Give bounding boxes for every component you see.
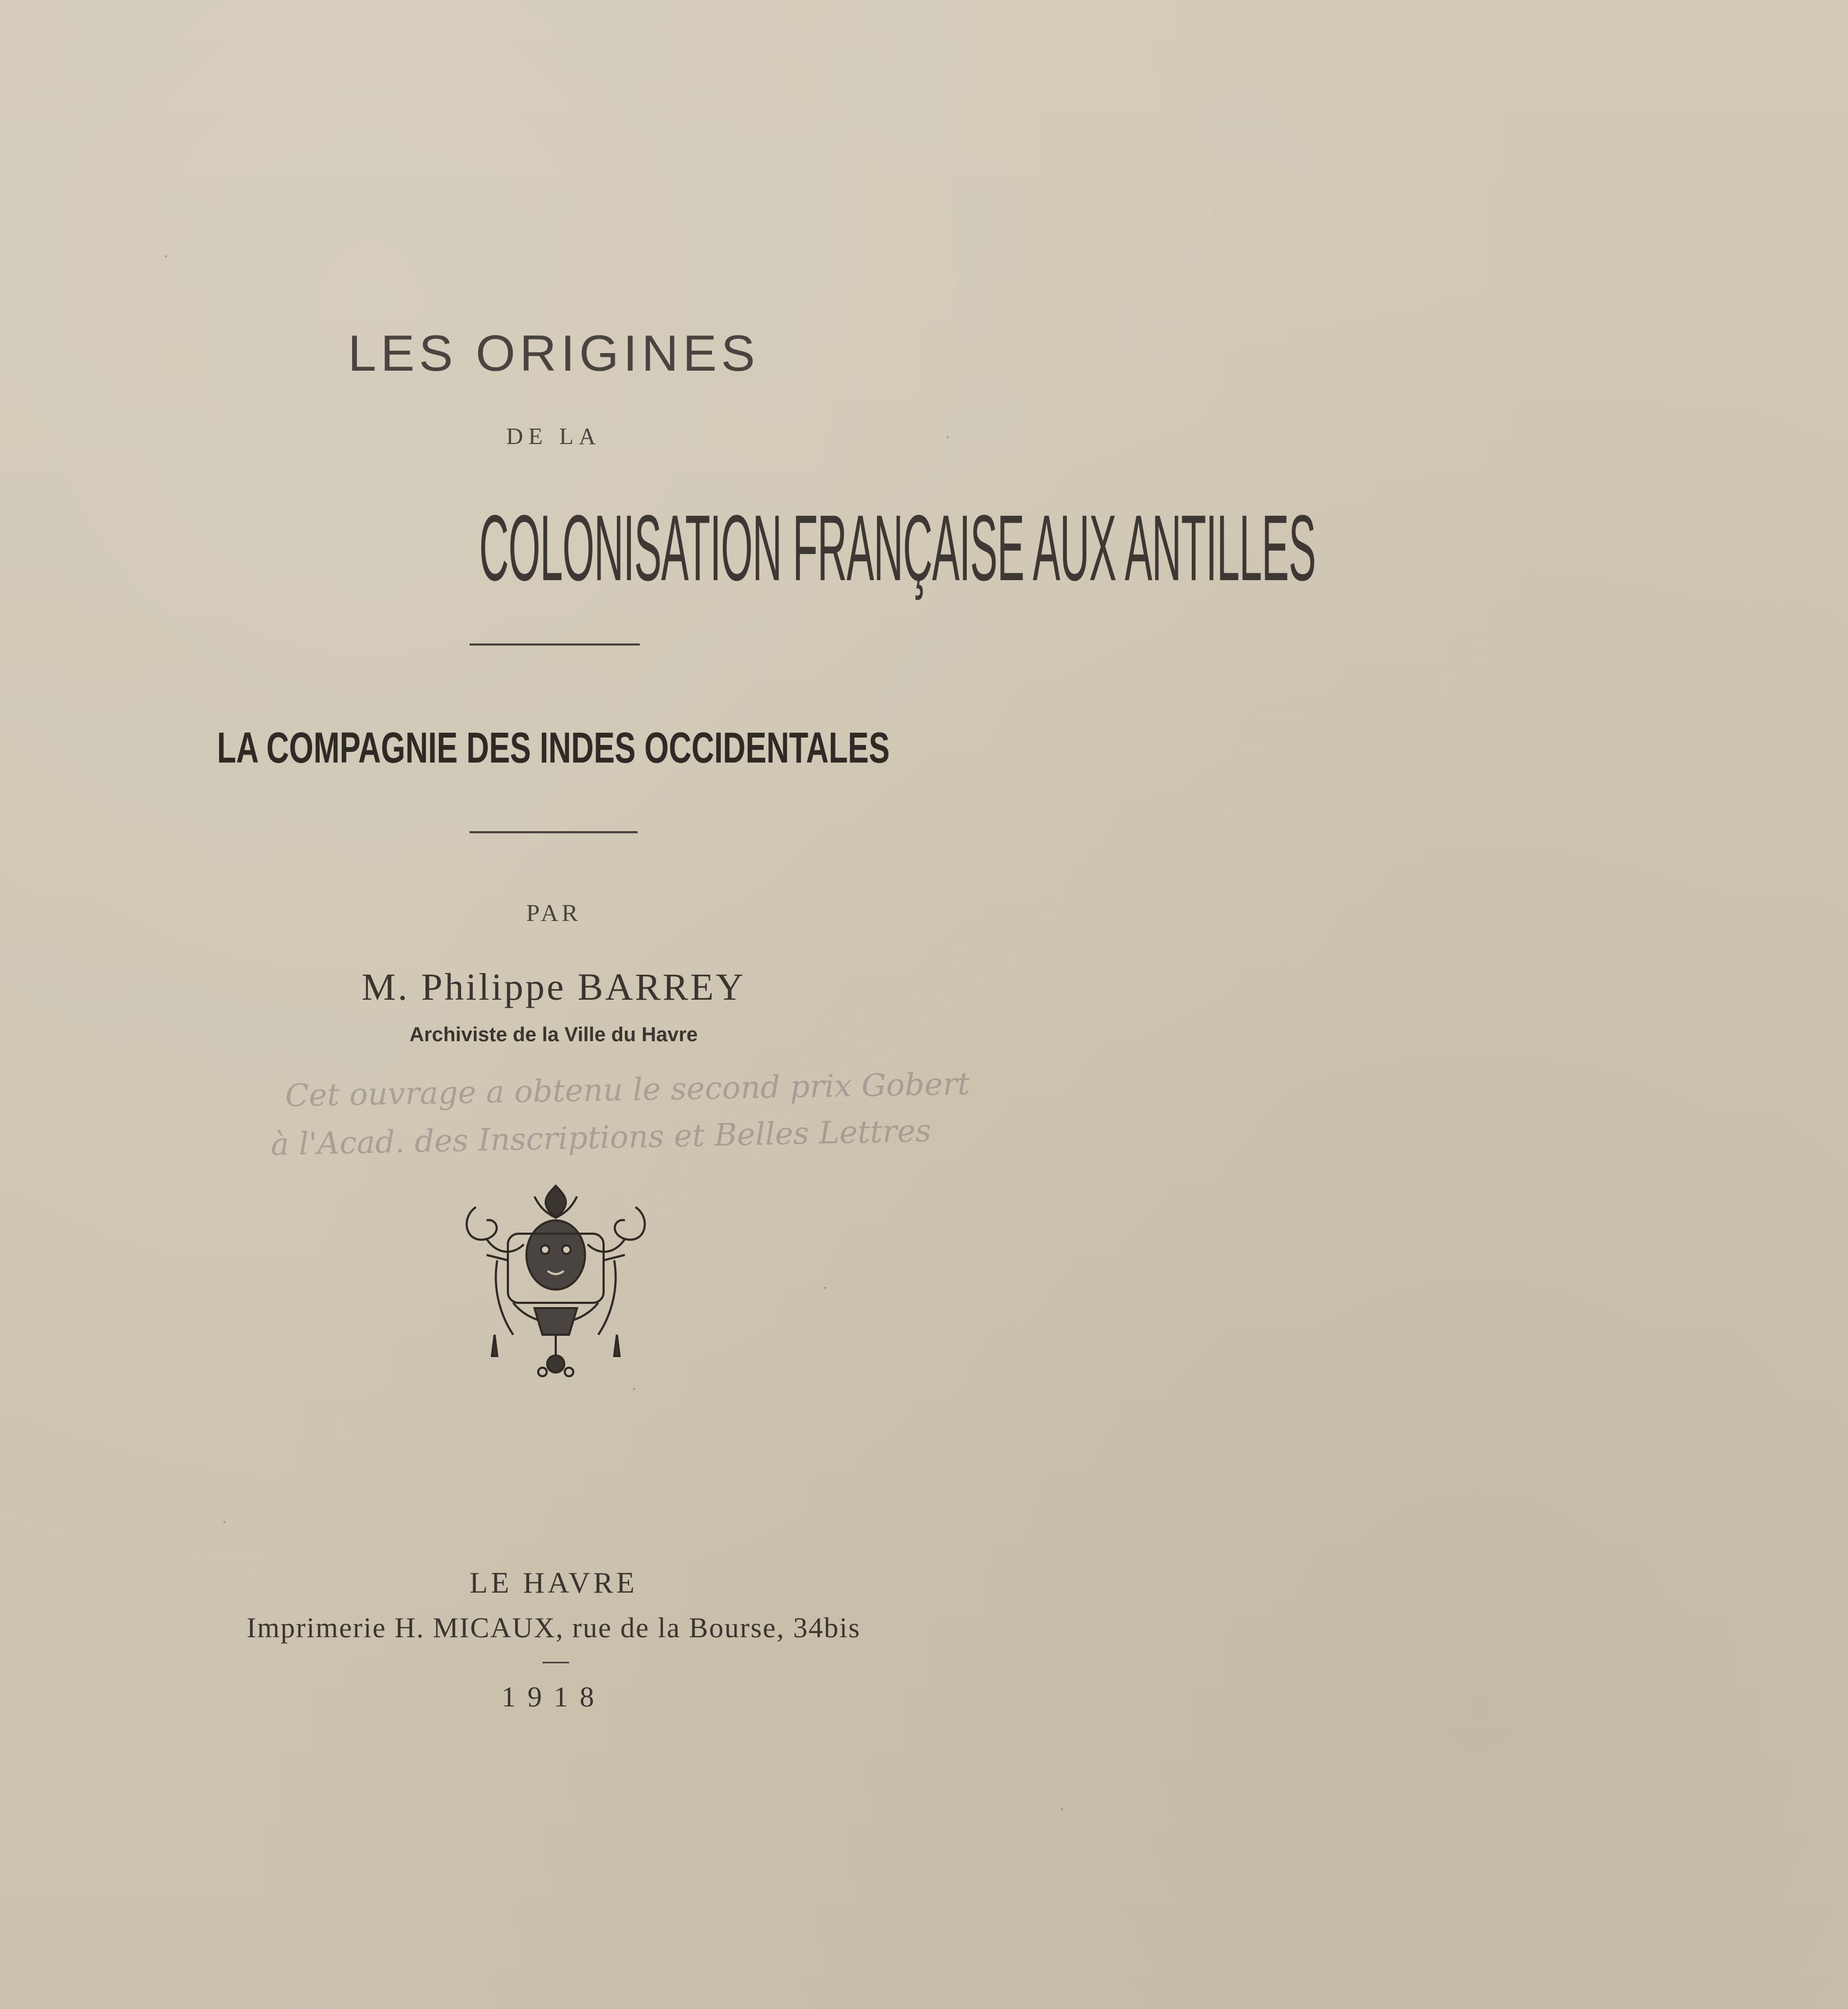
imprint-year: 1918	[501, 1681, 606, 1713]
pencil-inscription-line-1: Cet ouvrage a obtenu le second prix Gobert	[285, 1065, 971, 1114]
subtitle-text: LA COMPAGNIE DES INDES OCCIDENTALES	[217, 724, 890, 772]
paper-speck	[633, 1388, 635, 1390]
title-line-de-la: DE LA	[506, 423, 601, 449]
main-title	[0, 495, 1316, 602]
imprint-city: LE HAVRE	[469, 1567, 638, 1600]
paper-speck	[1061, 1808, 1063, 1810]
author-role: Archiviste de la Ville du Havre	[409, 1024, 698, 1046]
subtitle	[0, 723, 1160, 773]
paper-speck	[824, 1287, 826, 1289]
paper-speck	[223, 1521, 225, 1523]
title-line-origines: LES ORIGINES	[348, 325, 759, 382]
author-name: M. Philippe BARREY	[361, 966, 746, 1008]
divider-rule-middle	[470, 831, 638, 833]
printer-ornament-icon	[455, 1175, 657, 1388]
pencil-inscription-line-2: à l'Acad. des Inscriptions et Belles Lettres	[270, 1112, 932, 1163]
paper-speck	[947, 436, 949, 438]
divider-rule-bottom	[542, 1662, 569, 1663]
divider-rule-top	[470, 643, 640, 646]
imprint-printer: Imprimerie H. MICAUX, rue de la Bourse, 34bis	[246, 1612, 861, 1644]
paper-speck	[165, 255, 167, 257]
main-title-text: COLONISATION FRANÇAISE AUX ANTILLES	[479, 496, 1316, 600]
by-label: PAR	[526, 899, 581, 926]
